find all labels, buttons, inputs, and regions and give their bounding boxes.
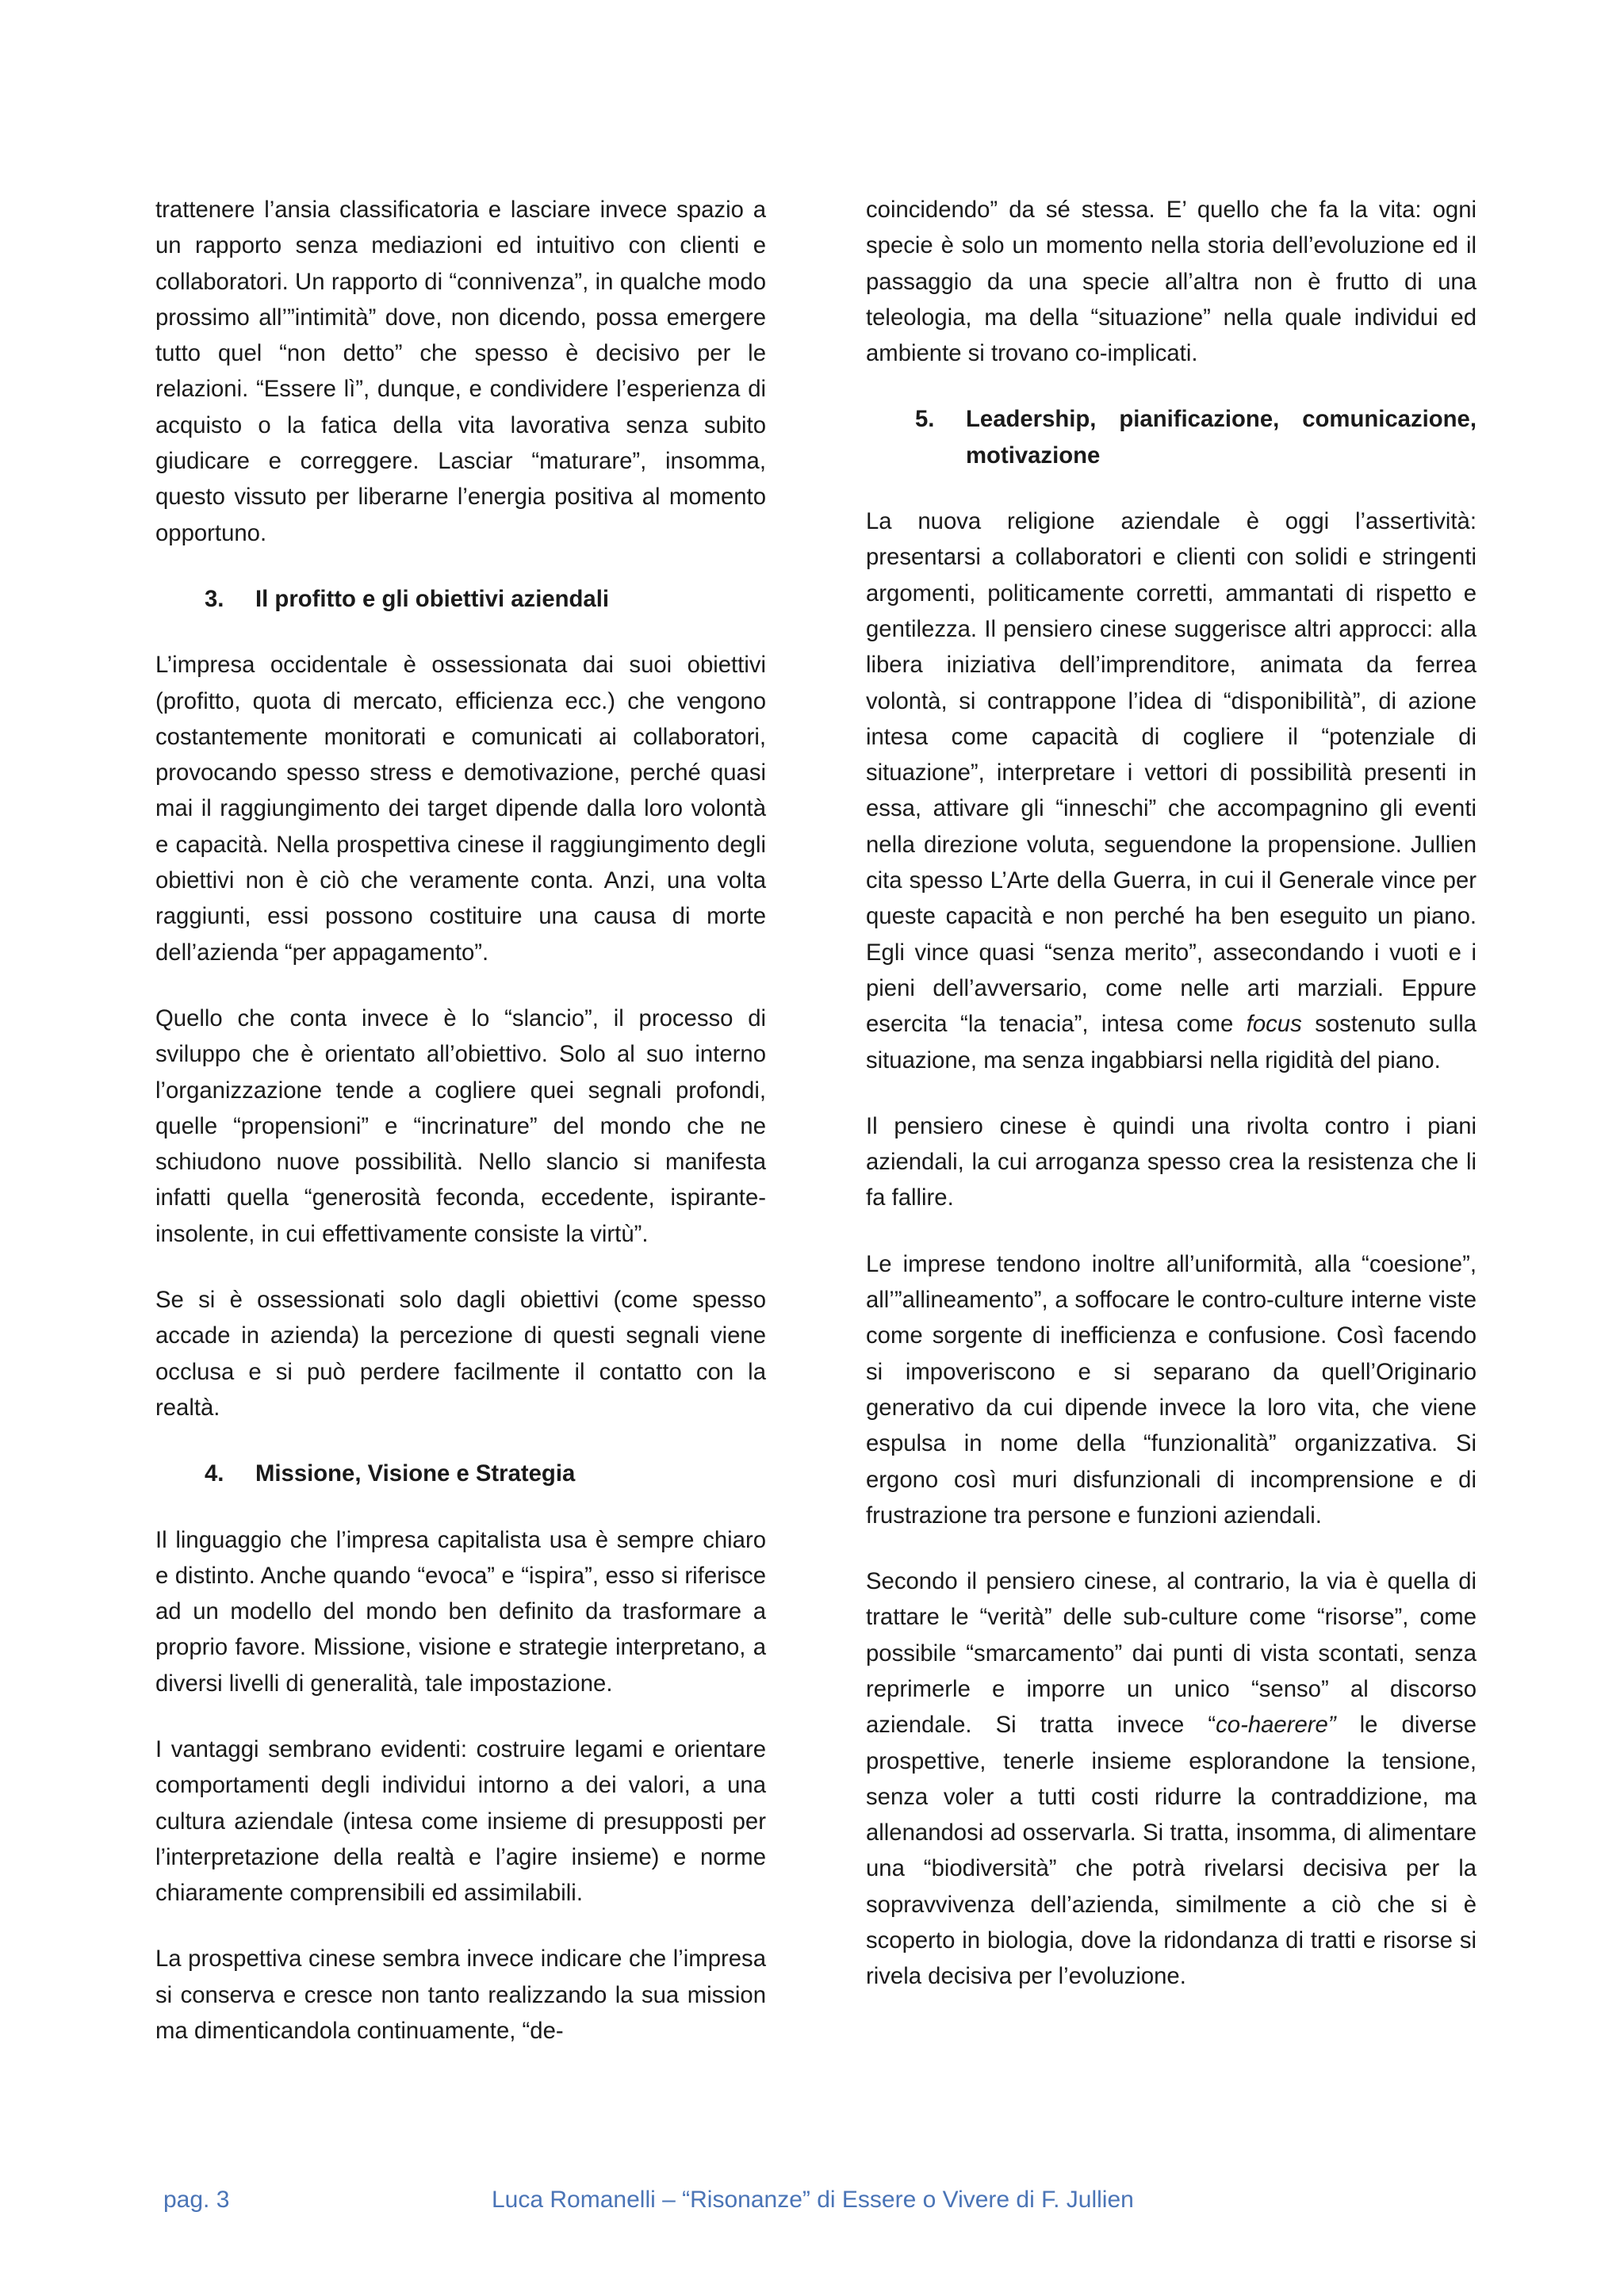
paragraph: coincidendo” da sé stessa. E’ quello che fa la vita: ogni specie è solo un momento nella storia dell’evoluzione ed il passaggio da una specie all’altra non è frutto di una teleologia, ma della “situazione” nella quale individui ed ambiente si trovano co-implicati. <box>866 197 1477 367</box>
footer-page-number: pag. 3 <box>163 2187 230 2213</box>
right-column <box>866 192 1477 2025</box>
emphasis-text: focus <box>1246 1011 1302 1038</box>
paragraph <box>866 1563 1477 1995</box>
paragraph-text: La nuova religione aziendale è oggi l’assertività: presentarsi a collaboratori e clienti con solidi e stringenti argomenti, politicamente corretti, ammantati di rispetto e gentilezza. Il pensiero cinese suggerisce altri approcci: alla libera iniziativa dell’imprenditore, animata da ferrea volontà, si contrappone l’idea di “disponibilità”, di azione intesa come capacità di cogliere il “potenziale di situazione”, interpretare i vettori di possibilità presenti in essa, attivare gli “inneschi” che accompagnino gli eventi nella direzione voluta, seguendone la propensione. Jullien cita spesso L’Arte della Guerra, in cui il Generale vince per queste capacità e non perché ha ben eseguito un piano. Egli vince quasi “senza merito”, assecondando i vuoti e i pieni dell’avversario, come nelle arti marziali. Eppure esercita “la tenacia”, intesa come <box>866 508 1477 1038</box>
section-heading-3 <box>155 581 766 617</box>
left-column <box>155 192 766 2079</box>
paragraph: trattenere l’ansia classificatoria e lasciare invece spazio a un rapporto senza mediazioni ed intuitivo con clienti e collaboratori. Un rapporto di “connivenza”, in qualche modo prossimo all’”intimità” dove, non dicendo, possa emergere tutto quel “non detto” che spesso è decisivo per le relazioni. “Essere lì”, dunque, e condividere l’esperienza di acquisto o la fatica della vita lavorativa senza subito giudicare e correggere. Lasciar “maturare”, insomma, questo vissuto per liberarne l’energia positiva al momento opportuno. <box>155 197 766 546</box>
paragraph: Il pensiero cinese è quindi una rivolta contro i piani aziendali, la cui arroganza spesso crea la resistenza che li fa fallire. <box>866 1112 1477 1211</box>
emphasis-text: co-haerere” <box>1216 1712 1336 1739</box>
paragraph <box>866 503 1477 1078</box>
paragraph: L’impresa occidentale è ossessionata dai suoi obiettivi (profitto, quota di mercato, efficienza ecc.) che vengono costantemente monitorati e comunicati ai collaboratori, provocando spesso stress e demotivazione, perché quasi mai il raggiungimento dei target dipende dalla loro volontà e capacità. Nella prospettiva cinese il raggiungimento degli obiettivi non è ciò che veramente conta. Anzi, una volta raggiunti, essi possono costituire una causa di morte dell’azienda “per appagamento”. <box>155 652 766 966</box>
section-number: 3. <box>205 585 224 612</box>
paragraph: I vantaggi sembrano evidenti: costruire legami e orientare comportamenti degli individui intorno a dei valori, a una cultura aziendale (intesa come insieme di presupposti per l’interpretazione della realtà e l’agire insieme) e norme chiaramente comprensibili ed assimilabili. <box>155 1735 766 1907</box>
section-heading-4 <box>155 1456 766 1491</box>
section-title: Leadership, pianificazione, comunicazione, motivazione <box>966 406 1477 469</box>
footer-title: Luca Romanelli – “Risonanze” di Essere o Vivere di F. Jullien <box>492 2187 1134 2213</box>
section-title: Il profitto e gli obiettivi aziendali <box>255 585 609 612</box>
paragraph: Il linguaggio che l’impresa capitalista usa è sempre chiaro e distinto. Anche quando “evoca” e “ispira”, esso si riferisce ad un modello del mondo ben definito da trasformare a proprio favore. Missione, visione e strategie interpretano, a diversi livelli di generalità, tale impostazione. <box>155 1526 766 1697</box>
section-title: Missione, Visione e Strategia <box>255 1460 576 1487</box>
paragraph: Le imprese tendono inoltre all’uniformità, alla “coesione”, all’”allineamento”, a soffocare le contro-culture interne viste come sorgente di inefficienza e confusione. Così facendo si impoveriscono e si separano da quell’Originario generativo da cui dipende invece la loro vita, che viene espulsa in nome della “funzionalità” organizzativa. Si ergono così muri disfunzionali di incomprensione e di frustrazione tra persone e funzioni aziendali. <box>866 1250 1477 1529</box>
paragraph: La prospettiva cinese sembra invece indicare che l’impresa si conserva e cresce non tanto realizzando la sua mission ma dimenticandola continuamente, “de- <box>155 1946 766 2045</box>
paragraph: Quello che conta invece è lo “slancio”, il processo di sviluppo che è orientato all’obiettivo. Solo al suo interno l’organizzazione tende a cogliere quei segnali profondi, quelle “propensioni” e “incrinature” del mondo che ne schiudono nuove possibilità. Nello slancio si manifesta infatti quella “generosità feconda, eccedente, ispirante-insolente, in cui effettivamente consiste la virtù”. <box>155 1004 766 1247</box>
paragraph: Se si è ossessionati solo dagli obiettivi (come spesso accade in azienda) la percezione di questi segnali viene occlusa e si può perdere facilmente il contatto con la realtà. <box>155 1287 766 1421</box>
paragraph-text: sostenuto sulla situazione, ma senza ingabbiarsi nella rigidità del piano. <box>866 1011 1477 1073</box>
section-number: 4. <box>205 1460 224 1487</box>
paragraph-text: Secondo il pensiero cinese, al contrario, la via è quella di trattare le “verità” delle sub-culture come “risorse”, come possibile “smarcamento” dai punti di vista scontati, senza reprimerle e imporre un unico “senso” al discorso aziendale. Si tratta invece “ <box>866 1568 1477 1739</box>
section-number: 5. <box>915 406 935 433</box>
paragraph-text: le diverse prospettive, tenerle insieme esplorandone la tensione, senza voler a tutti costi ridurre la contraddizione, ma allenandosi ad osservarla. Si tratta, insomma, di alimentare una “biodiversità” che potrà rivelarsi decisiva per la sopravvivenza dell’azienda, similmente a ciò che si è scoperto in biologia, dove la ridondanza di tratti e risorse si rivela decisiva per l’evoluzione. <box>866 1712 1477 1990</box>
section-heading-5 <box>866 401 1477 473</box>
